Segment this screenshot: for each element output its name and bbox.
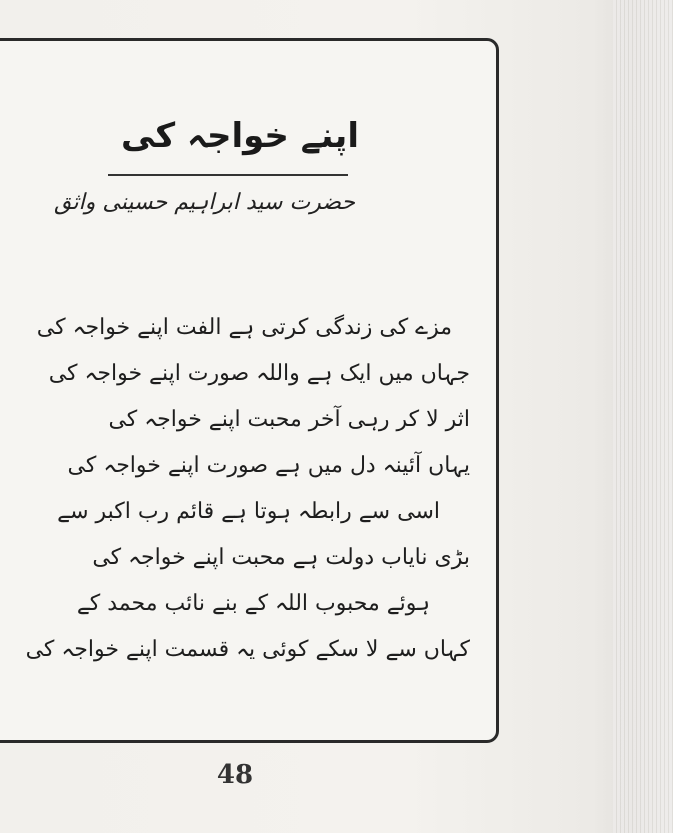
verse-line: کہاں سے لا سکے کوئی یہ قسمت اپنے خواجہ کی	[25, 637, 470, 662]
verse-line: یہاں آئینہ دل میں ہے صورت اپنے خواجہ کی	[67, 453, 470, 478]
page-edges	[613, 0, 673, 833]
verse-line: اثر لا کر رہی آخر محبت اپنے خواجہ کی	[108, 407, 470, 432]
verse-line: مزے کی زندگی کرتی ہے الفت اپنے خواجہ کی	[36, 315, 452, 340]
verse-line: بڑی نایاب دولت ہے محبت اپنے خواجہ کی	[92, 545, 470, 570]
verse-line: اسی سے رابطہ ہوتا ہے قائم رب اکبر سے	[57, 499, 440, 524]
title-underline	[108, 174, 348, 176]
poem-title: اپنے خواجہ کی	[121, 116, 359, 156]
verse-line: ہوئے محبوب اللہ کے بنے نائب محمد کے	[76, 591, 430, 616]
poem-verses	[0, 305, 470, 673]
verse-line: جہاں میں ایک ہے واللہ صورت اپنے خواجہ کی	[48, 361, 470, 386]
poem-author: حضرت سید ابراہیم حسینی واثق	[54, 190, 355, 215]
page-number: 48	[216, 760, 254, 790]
